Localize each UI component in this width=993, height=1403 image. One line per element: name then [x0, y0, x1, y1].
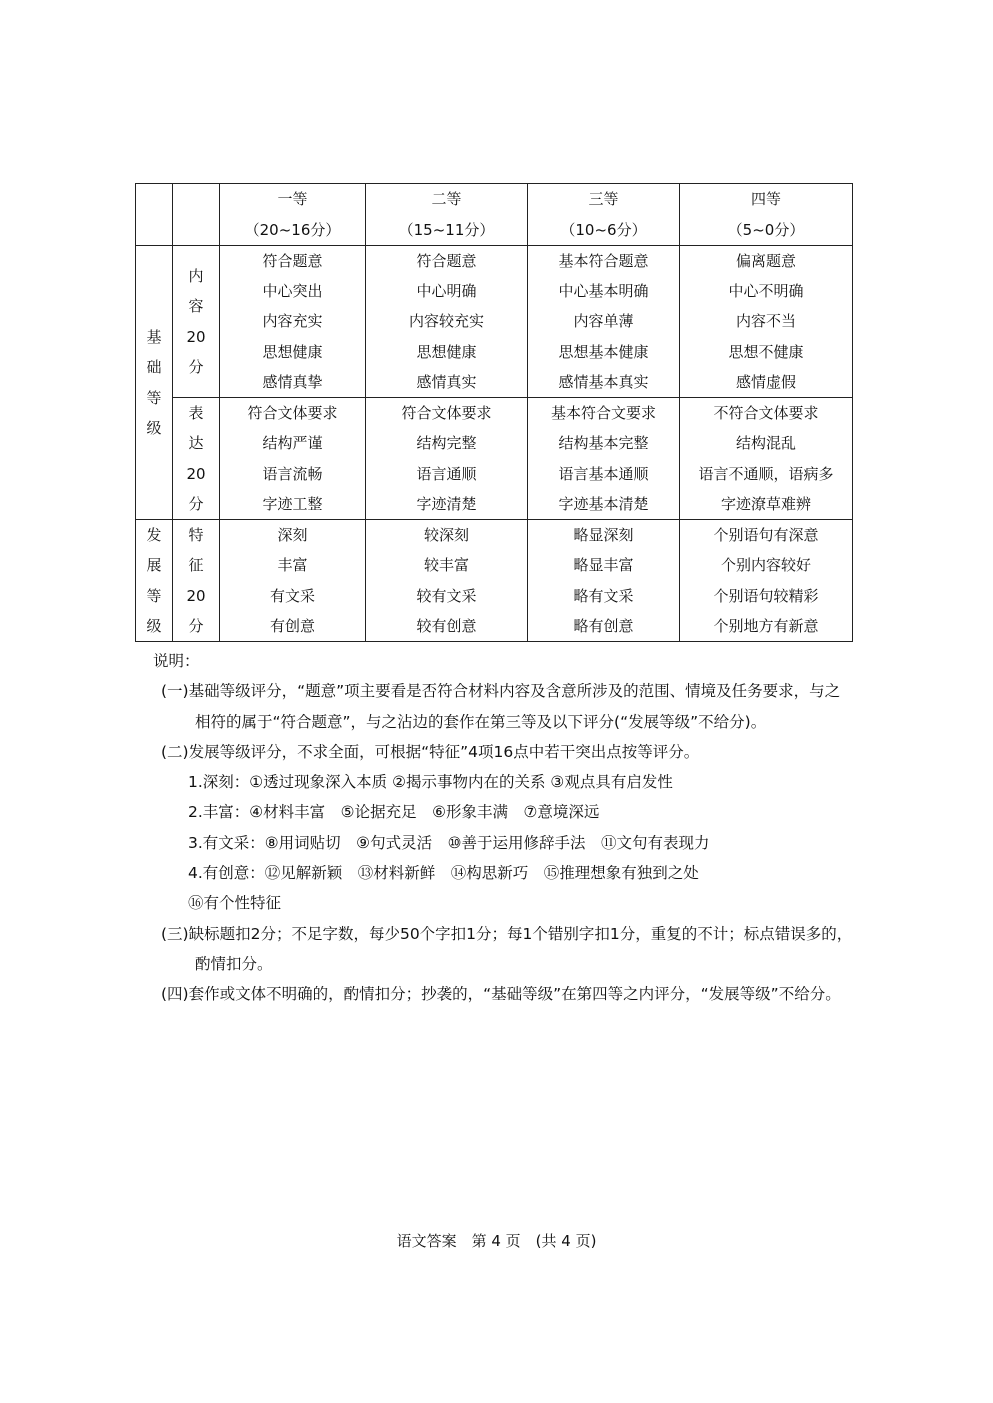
criterion: 内容单薄 [573, 312, 634, 331]
label-char: 征 [188, 556, 204, 575]
criterion: 字迹清楚 [416, 494, 477, 513]
label-char: 级 [146, 616, 162, 635]
expression-cell-grade-1 [220, 398, 366, 520]
label-char: 础 [146, 358, 162, 377]
feature-row [136, 520, 853, 642]
expression-cell-grade-3 [528, 398, 680, 520]
label-char: 等 [146, 388, 162, 407]
criterion: 个别内容较好 [720, 556, 811, 575]
criterion: 内容较充实 [408, 312, 484, 331]
criterion: 符合题意 [262, 252, 323, 270]
criterion: 偏离题意 [735, 252, 796, 270]
criterion: 深刻 [277, 526, 308, 545]
criterion: 略有创意 [573, 616, 634, 635]
criterion: 个别语句有深意 [713, 526, 819, 545]
content-cell-grade-1 [220, 246, 366, 398]
grade-header [680, 184, 853, 246]
criterion: 有文采 [269, 586, 315, 605]
criterion: 中心明确 [416, 282, 477, 301]
grade-name: 二等 [431, 190, 462, 208]
criterion: 较有创意 [416, 616, 477, 635]
grade-name: 一等 [277, 190, 308, 208]
label-char: 基 [146, 328, 162, 347]
grade-range: （20~16分） [244, 220, 341, 239]
criterion: 符合文体要求 [247, 404, 338, 423]
feature-cell-grade-2 [366, 520, 528, 642]
expression-row [136, 398, 853, 520]
criterion: 结构混乱 [735, 434, 796, 453]
criterion: 语言基本通顺 [558, 464, 649, 483]
grade-name: 三等 [588, 190, 619, 208]
grade-range: （15~11分） [398, 220, 495, 239]
criterion: 基本符合文要求 [550, 404, 656, 423]
content-cell-grade-4 [680, 246, 853, 398]
header-row [136, 184, 853, 246]
content-label [173, 246, 220, 398]
criterion: 思想基本健康 [558, 342, 649, 361]
expression-label [173, 398, 220, 520]
criterion: 思想不健康 [728, 342, 804, 361]
notes-title: 说明： [153, 652, 200, 670]
criterion: 字迹工整 [262, 494, 323, 513]
note-3: (三)缺标题扣2分；不足字数，每少50个字扣1分；每1个错别字扣1分，重复的不计；标点错误多的，酌情扣分。 [161, 924, 853, 973]
label-char: 级 [146, 418, 162, 437]
criterion: 略有文采 [573, 586, 634, 605]
label-char: 分 [188, 494, 204, 513]
note-2-item-4: 4.有创意：⑫见解新颖 ⑬材料新鲜 ⑭构思新巧 ⑮推理想象有独到之处 [188, 864, 699, 883]
corner-cell [173, 184, 220, 246]
content-row [136, 246, 853, 398]
note-2-item-1: 1.深刻：①透过现象深入本质 ②揭示事物内在的关系 ③观点具有启发性 [188, 773, 673, 792]
label-char: 分 [188, 357, 204, 376]
criterion: 不符合文体要求 [713, 404, 819, 423]
criterion: 个别地方有新意 [713, 616, 819, 635]
feature-label [173, 520, 220, 642]
criterion: 思想健康 [262, 342, 323, 361]
content-cell-grade-2 [366, 246, 528, 398]
feature-cell-grade-3 [528, 520, 680, 642]
label-char: 发 [146, 526, 162, 545]
grade-header [528, 184, 680, 246]
label-char: 表 [188, 404, 204, 423]
criterion: 符合题意 [416, 252, 477, 270]
label-char: 展 [146, 556, 162, 575]
criterion: 有创意 [269, 616, 315, 635]
criterion: 字迹潦草难辨 [720, 494, 811, 513]
grade-range: （10~6分） [560, 220, 647, 239]
grade-header [366, 184, 528, 246]
expression-cell-grade-4 [680, 398, 853, 520]
label-char: 20 [186, 586, 206, 605]
note-1: (一)基础等级评分，“题意”项主要看是否符合材料内容及含意所涉及的范围、情境及任务要求，与之相符的属于“符合题意”，与之沾边的套作在第三等及以下评分(“发展等级”不给分)。 [161, 682, 841, 731]
note-2-item-3: 3.有文采：⑧用词贴切 ⑨句式灵活 ⑩善于运用修辞手法 ⑪文句有表现力 [188, 833, 710, 852]
criterion: 字迹基本清楚 [558, 494, 649, 513]
criterion: 内容充实 [262, 312, 323, 331]
page-footer: 语文答案 第 4 页 (共 4 页) [396, 1232, 597, 1250]
expression-cell-grade-2 [366, 398, 528, 520]
criterion: 较深刻 [423, 526, 469, 545]
criterion: 符合文体要求 [401, 404, 492, 423]
criterion: 丰富 [277, 556, 308, 575]
criterion: 感情真实 [416, 372, 477, 391]
grade-range: （5~0分） [727, 220, 805, 239]
criterion: 语言流畅 [262, 464, 323, 483]
criterion: 结构严谨 [262, 434, 323, 453]
note-2-item-2: 2.丰富：④材料丰富 ⑤论据充足 ⑥形象丰满 ⑦意境深远 [188, 803, 600, 822]
corner-cell [136, 184, 173, 246]
criterion: 较有文采 [416, 586, 477, 605]
grade-name: 四等 [750, 190, 781, 208]
note-2-item-4-cont: ⑯有个性特征 [188, 894, 282, 913]
criterion: 中心突出 [262, 282, 323, 301]
criterion: 结构基本完整 [558, 434, 649, 453]
label-char: 等 [146, 586, 162, 605]
content-cell-grade-3 [528, 246, 680, 398]
label-char: 达 [188, 434, 204, 453]
criterion: 略显丰富 [573, 556, 634, 575]
criterion: 略显深刻 [573, 526, 634, 545]
criterion: 语言通顺 [416, 464, 477, 483]
development-level-label [136, 520, 173, 642]
criterion: 内容不当 [735, 312, 796, 331]
label-char: 20 [186, 464, 206, 483]
notes-section [153, 646, 853, 1010]
label-char: 容 [188, 297, 204, 316]
label-char: 特 [188, 526, 204, 545]
label-char: 内 [188, 267, 204, 286]
criterion: 感情真挚 [262, 372, 323, 391]
criterion: 个别语句较精彩 [713, 586, 819, 605]
grade-header [220, 184, 366, 246]
scoring-rubric-table [135, 183, 853, 642]
criterion: 语言不通顺，语病多 [698, 464, 834, 483]
criterion: 感情虚假 [735, 372, 796, 391]
note-2: (二)发展等级评分，不求全面，可根据“特征”4项16点中若干突出点按等评分。 [161, 742, 700, 761]
criterion: 结构完整 [416, 434, 477, 453]
criterion: 中心基本明确 [558, 282, 649, 301]
criterion: 基本符合题意 [558, 252, 649, 270]
criterion: 感情基本真实 [558, 372, 649, 391]
label-char: 分 [188, 616, 204, 635]
criterion: 思想健康 [416, 342, 477, 361]
feature-cell-grade-1 [220, 520, 366, 642]
note-4: (四)套作或文体不明确的，酌情扣分；抄袭的，“基础等级”在第四等之内评分，“发展等级”不给分。 [161, 985, 841, 1004]
criterion: 较丰富 [423, 556, 469, 575]
feature-cell-grade-4 [680, 520, 853, 642]
criterion: 中心不明确 [728, 282, 804, 301]
label-char: 20 [186, 327, 206, 346]
basic-level-label [136, 246, 173, 520]
